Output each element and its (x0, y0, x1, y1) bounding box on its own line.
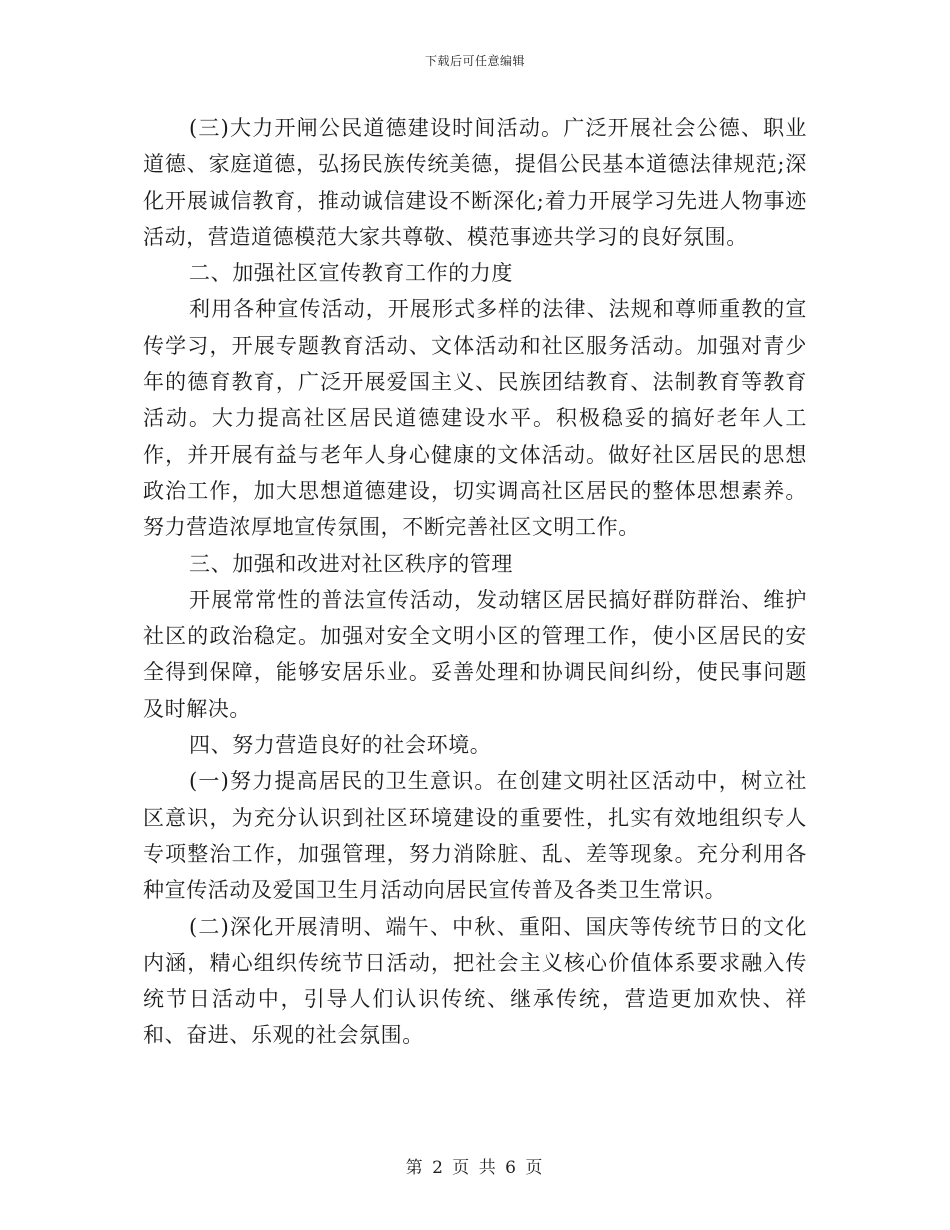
paragraph-community-order: 开展常常性的普法宣传活动，发动辖区居民搞好群防群治、维护社区的政治稳定。加强对安全文明小区的管理工作，使小区居民的安全得到保障，能够安居乐业。妥善处理和协调民间纠纷，使民事问题及时解决。 (143, 587, 807, 721)
section-heading-4: 四、努力营造良好的社会环境。 (189, 733, 492, 758)
paragraph-moral-building: (三)大力开闸公民道德建设时间活动。广泛开展社会公德、职业道德、家庭道德，弘扬民族传统美德，提倡公民基本道德法律规范;深化开展诚信教育，推动诚信建设不断深化;着力开展学习先进人物事迹活动，营造道德模范大家共尊敬、模范事迹共学习的良好氛围。 (143, 116, 807, 249)
page-number-footer: 第 2 页 共 6 页 (405, 1158, 545, 1178)
paragraph-publicity-education: 利用各种宣传活动，开展形式多样的法律、法规和尊师重教的宣传学习，开展专题教育活动、文体活动和社区服务活动。加强对青少年的德育教育，广泛开展爱国主义、民族团结教育、法制教育等教育活动。大力提高社区居民道德建设水平。积极稳妥的搞好老年人工作，并开展有益与老年人身心健康的文体活动。做好社区居民的思想政治工作，加大思想道德建设，切实调高社区居民的整体思想素养。努力营造浓厚地宣传氛围，不断完善社区文明工作。 (143, 297, 807, 540)
section-heading-2: 二、加强社区宣传教育工作的力度 (189, 261, 513, 286)
document-body (143, 110, 807, 1054)
page-header: 下载后可任意编辑 (424, 54, 525, 68)
paragraph-traditional-festivals: (二)深化开展清明、端午、中秋、重阳、国庆等传统节日的文化内涵，精心组织传统节日活动，把社会主义核心价值体系要求融入传统节日活动中，引导人们认识传统、继承传统，营造更加欢快、祥和、奋进、乐观的社会氛围。 (143, 914, 807, 1048)
paragraph-hygiene-awareness: (一)努力提高居民的卫生意识。在创建文明社区活动中，树立社区意识，为充分认识到社区环境建设的重要性，扎实有效地组织专人专项整治工作，加强管理，努力消除脏、乱、差等现象。充分利用各种宣传活动及爱国卫生月活动向居民宣传普及各类卫生常识。 (143, 769, 807, 903)
section-heading-3: 三、加强和改进对社区秩序的管理 (189, 551, 513, 576)
